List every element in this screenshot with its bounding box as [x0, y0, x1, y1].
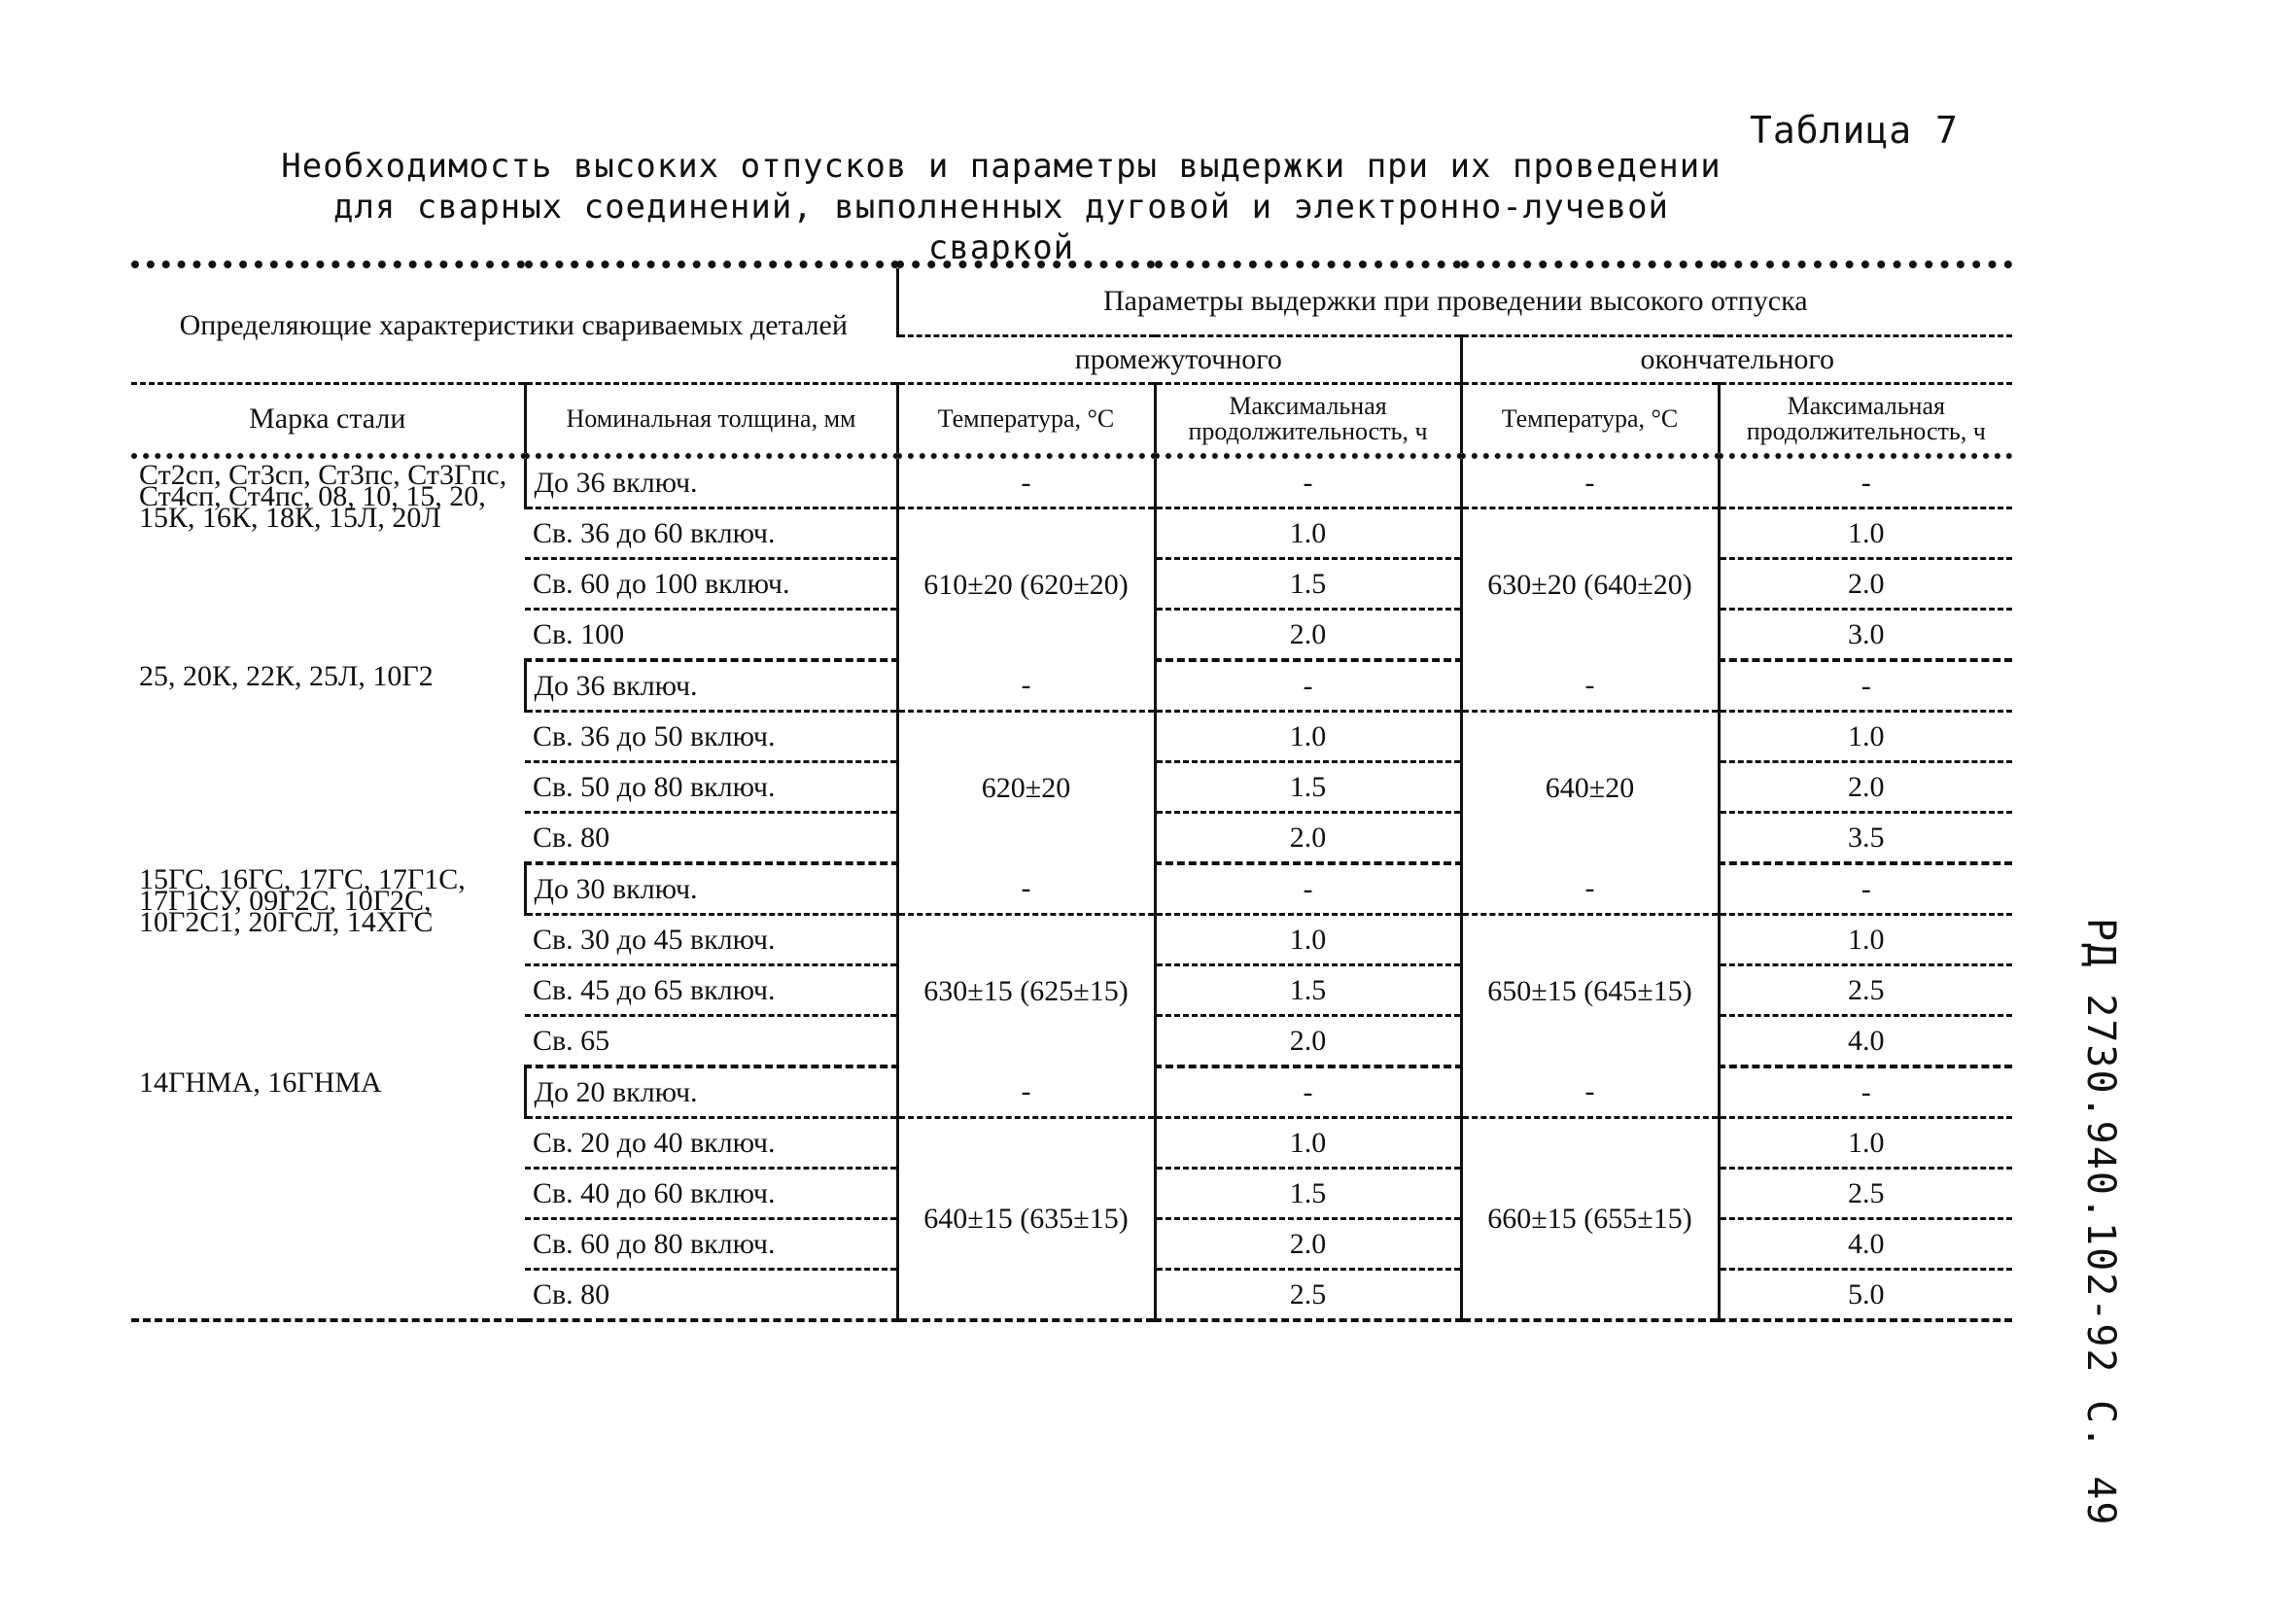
duration-intermediate-cell: 1.0 — [1155, 508, 1461, 559]
duration-intermediate-cell: - — [1155, 456, 1461, 508]
duration-final-cell: 2.5 — [1719, 1169, 2012, 1219]
header-duration-intermediate: Максимальная продолжительность, ч — [1155, 384, 1461, 457]
header-temp-intermediate: Температура, °С — [897, 384, 1155, 457]
document-code: РД 2730.940.102-92 — [2078, 918, 2123, 1375]
temp-final-cell: 640±20 — [1461, 712, 1719, 864]
table-header — [131, 264, 2012, 456]
duration-intermediate-cell: 1.5 — [1155, 559, 1461, 610]
temp-intermediate-cell: - — [897, 1066, 1155, 1118]
temp-intermediate-cell: - — [897, 456, 1155, 508]
duration-intermediate-cell: - — [1155, 660, 1461, 712]
title-line-2: для сварных соединений, выполненных дуговой и электронно-лучевой сваркой — [332, 188, 1670, 267]
header-holding-parameters: Параметры выдержки при проведении высокого отпуска — [897, 264, 2012, 336]
temp-intermediate-cell: 640±15 (635±15) — [897, 1118, 1155, 1321]
thickness-cell: Св. 40 до 60 включ. — [525, 1169, 897, 1219]
duration-final-cell: - — [1719, 456, 2012, 508]
thickness-cell: Св. 80 — [525, 813, 897, 864]
steel-grade-cell: Ст2сп, Ст3сп, Ст3пс, Ст3Гпс, Ст4сп, Ст4пс, 08, 10, 15, 20, 15К, 16К, 18К, 15Л, 20Л — [139, 459, 507, 534]
header-temp-final: Температура, °С — [1461, 384, 1719, 457]
header-duration-final: Максимальная продолжительность, ч — [1719, 384, 2012, 457]
duration-intermediate-cell: 1.5 — [1155, 1169, 1461, 1219]
steel-grade-cell: 14ГНМА, 16ГНМА — [139, 1066, 382, 1099]
temp-final-cell: 660±15 (655±15) — [1461, 1118, 1719, 1321]
duration-final-cell: - — [1719, 863, 2012, 915]
duration-final-cell: - — [1719, 1066, 2012, 1118]
duration-intermediate-cell: - — [1155, 863, 1461, 915]
duration-intermediate-cell: 2.0 — [1155, 610, 1461, 661]
steel-grade-cell: 25, 20К, 22К, 25Л, 10Г2 — [139, 660, 434, 692]
duration-intermediate-cell: 1.0 — [1155, 712, 1461, 762]
duration-intermediate-cell: 2.0 — [1155, 1219, 1461, 1270]
duration-intermediate-cell: 2.5 — [1155, 1270, 1461, 1321]
duration-final-cell: 2.0 — [1719, 559, 2012, 610]
duration-final-cell: 5.0 — [1719, 1270, 2012, 1321]
duration-final-cell: 1.0 — [1719, 508, 2012, 559]
header-intermediate: промежуточного — [897, 336, 1461, 384]
temp-intermediate-cell: - — [897, 660, 1155, 712]
page-number: С. 49 — [2078, 1400, 2123, 1527]
thickness-cell: Св. 65 — [525, 1016, 897, 1067]
thickness-cell: Св. 45 до 65 включ. — [525, 965, 897, 1016]
tempering-table — [131, 261, 2012, 1322]
steel-grade-cell: 15ГС, 16ГС, 17ГС, 17Г1С, 17Г1СУ, 09Г2С, 10Г2С, 10Г2С1, 20ГСЛ, 14ХГС — [139, 863, 466, 938]
table-title — [253, 146, 1750, 268]
table-row — [131, 863, 2012, 915]
temp-final-cell: - — [1461, 456, 1719, 508]
duration-intermediate-cell: 1.5 — [1155, 762, 1461, 813]
duration-final-cell: 2.0 — [1719, 762, 2012, 813]
thickness-cell: До 36 включ. — [525, 660, 897, 712]
duration-intermediate-cell: 2.0 — [1155, 813, 1461, 864]
header-thickness: Номинальная толщина, мм — [525, 384, 897, 457]
header-steel-grade: Марка стали — [249, 402, 406, 435]
table-number: Таблица 7 — [1750, 109, 1959, 152]
temp-final-cell: 630±20 (640±20) — [1461, 508, 1719, 661]
thickness-cell: Св. 36 до 50 включ. — [525, 712, 897, 762]
thickness-cell: Св. 50 до 80 включ. — [525, 762, 897, 813]
thickness-cell: До 36 включ. — [525, 456, 897, 508]
duration-final-cell: 1.0 — [1719, 915, 2012, 965]
thickness-cell: Св. 36 до 60 включ. — [525, 508, 897, 559]
duration-final-cell: 3.5 — [1719, 813, 2012, 864]
table-row — [131, 456, 2012, 508]
duration-final-cell: 2.5 — [1719, 965, 2012, 1016]
temp-final-cell: - — [1461, 660, 1719, 712]
temp-final-cell: - — [1461, 863, 1719, 915]
temp-final-cell: - — [1461, 1066, 1719, 1118]
duration-intermediate-cell: 1.0 — [1155, 1118, 1461, 1169]
temp-intermediate-cell: - — [897, 863, 1155, 915]
duration-intermediate-cell: - — [1155, 1066, 1461, 1118]
duration-final-cell: 3.0 — [1719, 610, 2012, 661]
duration-intermediate-cell: 2.0 — [1155, 1016, 1461, 1067]
thickness-cell: До 20 включ. — [525, 1066, 897, 1118]
temp-intermediate-cell: 630±15 (625±15) — [897, 915, 1155, 1067]
thickness-cell: Св. 80 — [525, 1270, 897, 1321]
thickness-cell: Св. 60 до 80 включ. — [525, 1219, 897, 1270]
duration-final-cell: 4.0 — [1719, 1219, 2012, 1270]
thickness-cell: Св. 30 до 45 включ. — [525, 915, 897, 965]
duration-final-cell: 1.0 — [1719, 712, 2012, 762]
duration-final-cell: - — [1719, 660, 2012, 712]
duration-intermediate-cell: 1.5 — [1155, 965, 1461, 1016]
header-defining-characteristics: Определяющие характеристики свариваемых деталей — [131, 264, 897, 384]
temp-intermediate-cell: 620±20 — [897, 712, 1155, 864]
temp-final-cell: 650±15 (645±15) — [1461, 915, 1719, 1067]
duration-intermediate-cell: 1.0 — [1155, 915, 1461, 965]
thickness-cell: Св. 100 — [525, 610, 897, 661]
thickness-cell: Св. 60 до 100 включ. — [525, 559, 897, 610]
header-final: окончательного — [1461, 336, 2012, 384]
table-row — [131, 660, 2012, 712]
duration-final-cell: 1.0 — [1719, 1118, 2012, 1169]
thickness-cell: Св. 20 до 40 включ. — [525, 1118, 897, 1169]
table-row — [131, 1066, 2012, 1118]
thickness-cell: До 30 включ. — [525, 863, 897, 915]
table-body — [131, 456, 2012, 1320]
title-line-1: Необходимость высоких отпусков и параметры выдержки при их проведении — [281, 147, 1722, 186]
temp-intermediate-cell: 610±20 (620±20) — [897, 508, 1155, 661]
duration-final-cell: 4.0 — [1719, 1016, 2012, 1067]
